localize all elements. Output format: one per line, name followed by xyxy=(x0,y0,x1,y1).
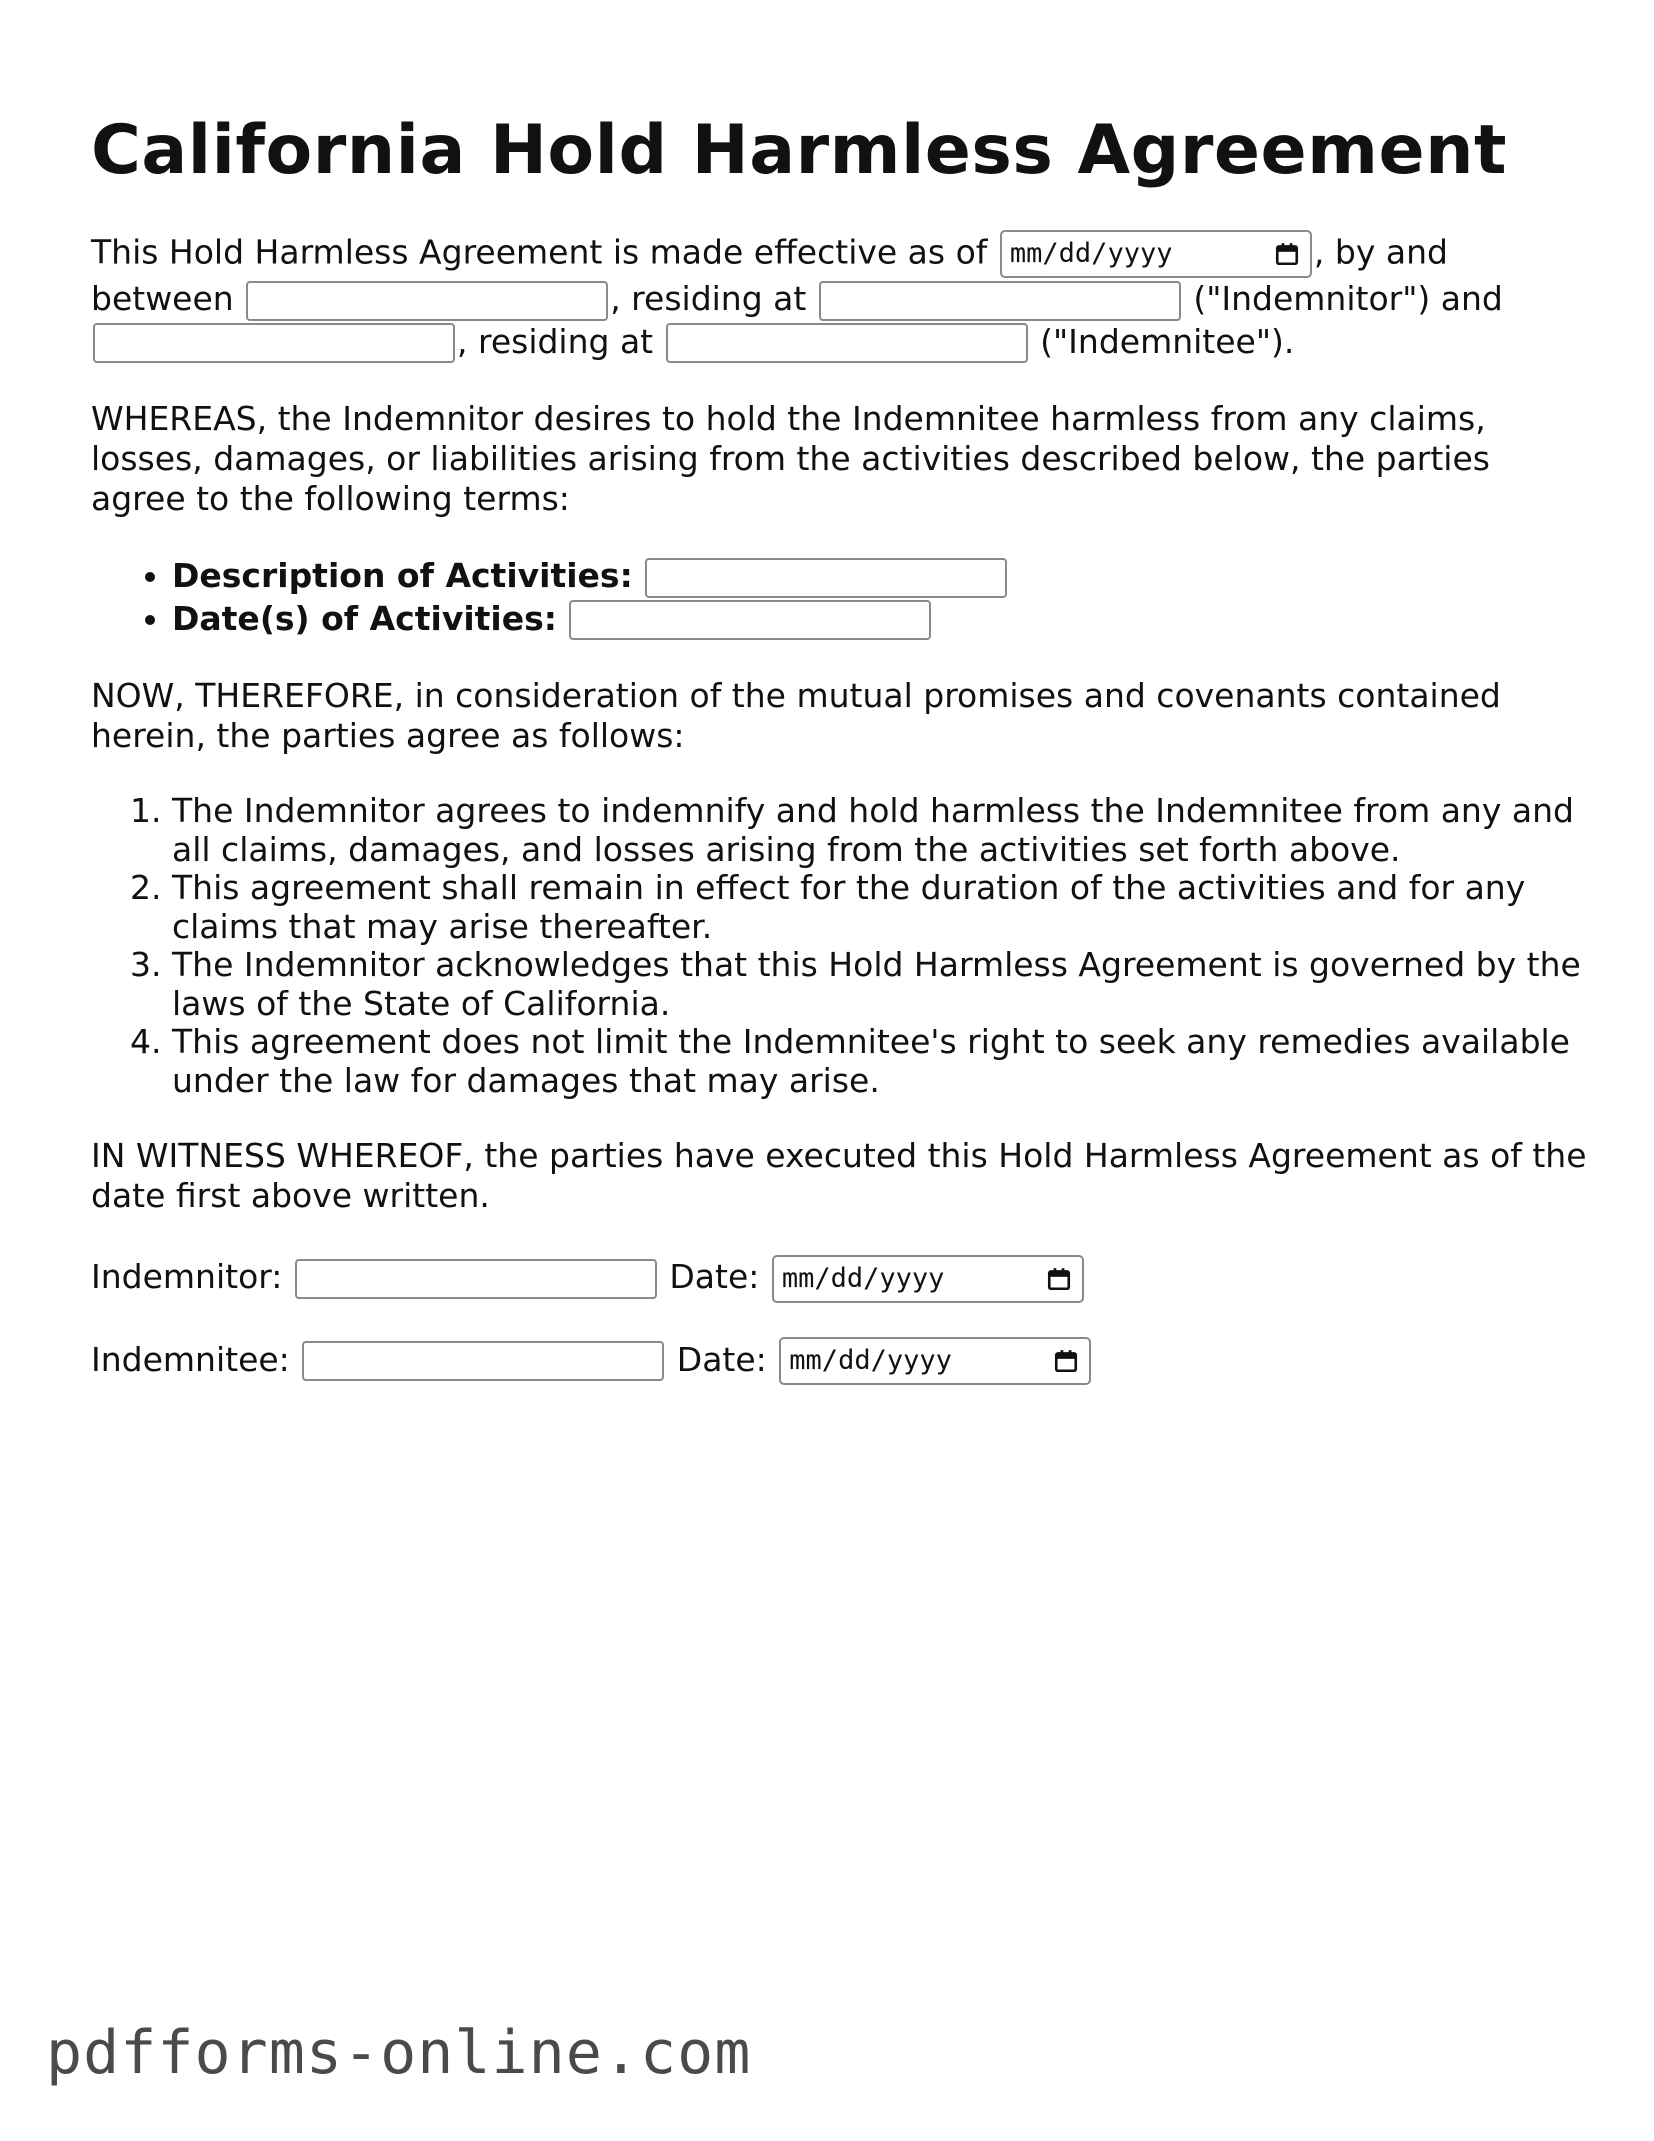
calendar-icon[interactable] xyxy=(1046,1266,1072,1292)
therefore-paragraph: NOW, THEREFORE, in consideration of the mutual promises and covenants contained herein, the parties agree as follows: xyxy=(91,676,1501,755)
whereas-paragraph: WHEREAS, the Indemnitor desires to hold the Indemnitee harmless from any claims, losses, damages, or liabilities arising from the activities described below, the parties agree to the following terms: xyxy=(91,399,1490,518)
indemnitee-signature-input[interactable] xyxy=(302,1341,664,1381)
term-item: 2. This agreement shall remain in effect for the duration of the activities and for any claims that may arise thereafter. xyxy=(172,869,1591,946)
indemnitor-address-input[interactable] xyxy=(819,281,1181,321)
indemnitor-signature-input[interactable] xyxy=(295,1259,657,1299)
indemnitee-label: Indemnitee: xyxy=(91,1339,290,1379)
date-placeholder: mm/dd/yyyy xyxy=(789,1345,952,1376)
watermark: pdfforms-online.com xyxy=(46,2018,752,2088)
calendar-icon[interactable] xyxy=(1274,241,1300,267)
indemnitor-name-input[interactable] xyxy=(246,281,608,321)
page-title: California Hold Harmless Agreement xyxy=(91,111,1508,190)
indemnitor-date-input[interactable] xyxy=(772,1255,1084,1303)
intro-paragraph xyxy=(91,230,1591,363)
dates-label: Date(s) of Activities: xyxy=(172,598,557,638)
witness-paragraph: IN WITNESS WHEREOF, the parties have executed this Hold Harmless Agreement as of the date first above written. xyxy=(91,1136,1587,1215)
term-item: 4. This agreement does not limit the Indemnitee's right to seek any remedies available under the law for damages that may arise. xyxy=(172,1023,1591,1100)
indemnitor-label: Indemnitor: xyxy=(91,1257,283,1296)
date-placeholder: mm/dd/yyyy xyxy=(781,1262,945,1294)
description-label: Description of Activities: xyxy=(172,556,633,595)
date-label: Date: xyxy=(676,1339,767,1379)
date-label: Date: xyxy=(669,1257,760,1296)
description-input[interactable] xyxy=(645,558,1007,598)
intro-text-4: ("Indemnitor") and xyxy=(1193,279,1503,318)
effective-date-input[interactable] xyxy=(1000,230,1312,278)
list-item xyxy=(172,598,1591,641)
intro-text-1: This Hold Harmless Agreement is made effective as of xyxy=(91,232,988,272)
activity-dates-input[interactable] xyxy=(569,600,931,640)
terms-list xyxy=(91,792,1591,1100)
intro-text-3: , residing at xyxy=(610,279,807,318)
list-item xyxy=(172,555,1591,598)
intro-text-6: ("Indemnitee"). xyxy=(1040,321,1295,361)
indemnitor-signature-row xyxy=(91,1252,1591,1303)
date-placeholder: mm/dd/yyyy xyxy=(1009,238,1173,269)
term-item: 1. The Indemnitor agrees to indemnify and hold harmless the Indemnitee from any and all claims, damages, and losses arising from the activities set forth above. xyxy=(172,792,1591,869)
document-page xyxy=(91,110,1591,1417)
term-item: 3. The Indemnitor acknowledges that this Hold Harmless Agreement is governed by the laws of the State of California. xyxy=(172,946,1591,1023)
indemnitee-address-input[interactable] xyxy=(666,323,1028,363)
indemnitee-name-input[interactable] xyxy=(93,323,455,363)
intro-text-2: , by and between xyxy=(91,232,1448,318)
activities-list xyxy=(91,555,1591,640)
intro-text-5: , residing at xyxy=(457,321,654,361)
calendar-icon[interactable] xyxy=(1053,1348,1079,1374)
indemnitee-signature-row xyxy=(91,1335,1591,1386)
indemnitee-date-input[interactable] xyxy=(779,1337,1091,1385)
